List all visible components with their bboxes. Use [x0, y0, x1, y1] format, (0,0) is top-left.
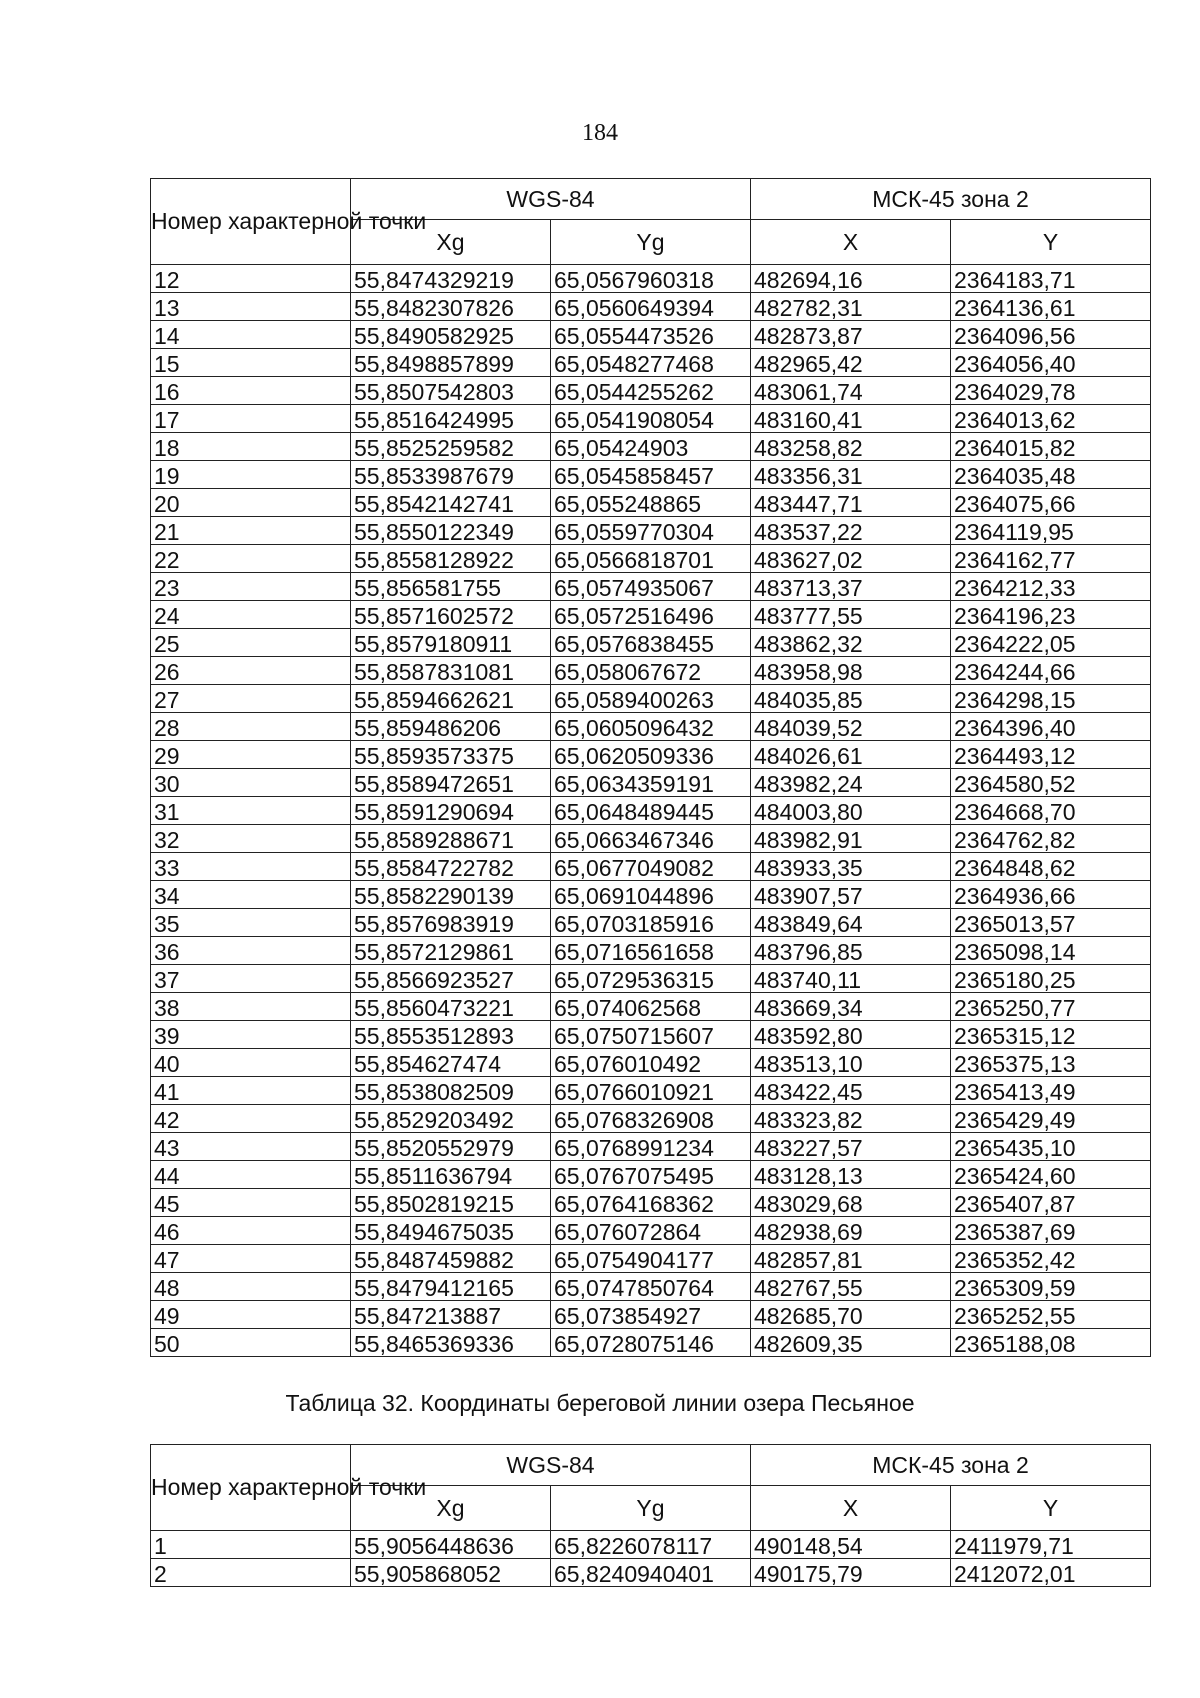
cell-yg: 65,0560649394: [551, 293, 751, 321]
cell-y: 2364212,33: [951, 573, 1151, 601]
table-row: [151, 1105, 1151, 1133]
cell-yg: 65,076010492: [551, 1049, 751, 1077]
cell-xg: 55,8587831081: [351, 657, 551, 685]
cell-yg: 65,0589400263: [551, 685, 751, 713]
cell-yg: 65,0576838455: [551, 629, 751, 657]
cell-point-number: 44: [151, 1161, 351, 1189]
table-row: [151, 881, 1151, 909]
cell-x: 482694,16: [751, 265, 951, 293]
table-row: [151, 1021, 1151, 1049]
cell-x: 484003,80: [751, 797, 951, 825]
cell-y: 2365387,69: [951, 1217, 1151, 1245]
cell-point-number: 12: [151, 265, 351, 293]
cell-xg: 55,854627474: [351, 1049, 551, 1077]
cell-x: 482685,70: [751, 1301, 951, 1329]
cell-point-number: 24: [151, 601, 351, 629]
cell-xg: 55,8579180911: [351, 629, 551, 657]
cell-point-number: 48: [151, 1273, 351, 1301]
cell-y: 2364013,62: [951, 405, 1151, 433]
cell-yg: 65,0634359191: [551, 769, 751, 797]
cell-xg: 55,8550122349: [351, 517, 551, 545]
cell-point-number: 25: [151, 629, 351, 657]
cell-yg: 65,0648489445: [551, 797, 751, 825]
cell-x: 482965,42: [751, 349, 951, 377]
cell-x: 483356,31: [751, 461, 951, 489]
header-xg: Xg: [351, 220, 551, 265]
cell-xg: 55,8582290139: [351, 881, 551, 909]
cell-y: 2365352,42: [951, 1245, 1151, 1273]
table-row: [151, 405, 1151, 433]
cell-yg: 65,0663467346: [551, 825, 751, 853]
cell-point-number: 33: [151, 853, 351, 881]
shoreline-coordinates-table: [150, 1444, 1151, 1587]
cell-yg: 65,8226078117: [551, 1531, 751, 1559]
cell-point-number: 34: [151, 881, 351, 909]
cell-point-number: 47: [151, 1245, 351, 1273]
cell-x: 482782,31: [751, 293, 951, 321]
table-row: [151, 1273, 1151, 1301]
cell-yg: 65,076072864: [551, 1217, 751, 1245]
cell-y: 2365252,55: [951, 1301, 1151, 1329]
cell-yg: 65,0750715607: [551, 1021, 751, 1049]
cell-x: 482857,81: [751, 1245, 951, 1273]
table-row: [151, 937, 1151, 965]
cell-point-number: 19: [151, 461, 351, 489]
cell-y: 2365315,12: [951, 1021, 1151, 1049]
cell-x: 483740,11: [751, 965, 951, 993]
cell-yg: 65,0567960318: [551, 265, 751, 293]
cell-y: 2364848,62: [951, 853, 1151, 881]
cell-y: 2364162,77: [951, 545, 1151, 573]
cell-xg: 55,8507542803: [351, 377, 551, 405]
cell-xg: 55,8533987679: [351, 461, 551, 489]
cell-y: 2411979,71: [951, 1531, 1151, 1559]
cell-x: 483849,64: [751, 909, 951, 937]
cell-yg: 65,074062568: [551, 993, 751, 1021]
cell-y: 2364493,12: [951, 741, 1151, 769]
cell-x: 483227,57: [751, 1133, 951, 1161]
cell-xg: 55,8572129861: [351, 937, 551, 965]
table-row: [151, 377, 1151, 405]
cell-xg: 55,8558128922: [351, 545, 551, 573]
cell-xg: 55,8591290694: [351, 797, 551, 825]
cell-x: 482767,55: [751, 1273, 951, 1301]
cell-x: 483160,41: [751, 405, 951, 433]
cell-point-number: 40: [151, 1049, 351, 1077]
cell-yg: 65,0559770304: [551, 517, 751, 545]
cell-yg: 65,0766010921: [551, 1077, 751, 1105]
cell-y: 2364183,71: [951, 265, 1151, 293]
cell-point-number: 41: [151, 1077, 351, 1105]
cell-xg: 55,8571602572: [351, 601, 551, 629]
cell-y: 2365413,49: [951, 1077, 1151, 1105]
cell-y: 2365188,08: [951, 1329, 1151, 1357]
cell-yg: 65,0729536315: [551, 965, 751, 993]
cell-x: 483447,71: [751, 489, 951, 517]
table-row: [151, 825, 1151, 853]
cell-x: 483323,82: [751, 1105, 951, 1133]
cell-xg: 55,8520552979: [351, 1133, 551, 1161]
table-row: [151, 713, 1151, 741]
cell-xg: 55,8498857899: [351, 349, 551, 377]
table-row: [151, 573, 1151, 601]
cell-x: 490148,54: [751, 1531, 951, 1559]
table-row: [151, 1049, 1151, 1077]
header-y: Y: [951, 220, 1151, 265]
cell-xg: 55,8560473221: [351, 993, 551, 1021]
header-msk45: МСК-45 зона 2: [751, 1445, 1151, 1486]
table-row: [151, 1161, 1151, 1189]
cell-x: 483422,45: [751, 1077, 951, 1105]
cell-x: 483982,24: [751, 769, 951, 797]
cell-point-number: 37: [151, 965, 351, 993]
cell-yg: 65,0703185916: [551, 909, 751, 937]
table-row: [151, 769, 1151, 797]
cell-point-number: 2: [151, 1559, 351, 1587]
cell-x: 483669,34: [751, 993, 951, 1021]
cell-point-number: 36: [151, 937, 351, 965]
cell-x: 483513,10: [751, 1049, 951, 1077]
cell-x: 484039,52: [751, 713, 951, 741]
cell-y: 2364056,40: [951, 349, 1151, 377]
header-y: Y: [951, 1486, 1151, 1531]
cell-yg: 65,0677049082: [551, 853, 751, 881]
table-row: [151, 601, 1151, 629]
cell-yg: 65,0541908054: [551, 405, 751, 433]
cell-point-number: 49: [151, 1301, 351, 1329]
cell-y: 2364015,82: [951, 433, 1151, 461]
header-point-number: Номер характерной точки: [151, 179, 351, 265]
cell-x: 484035,85: [751, 685, 951, 713]
cell-yg: 65,0716561658: [551, 937, 751, 965]
cell-x: 483982,91: [751, 825, 951, 853]
table-row: [151, 853, 1151, 881]
cell-y: 2364298,15: [951, 685, 1151, 713]
cell-y: 2365098,14: [951, 937, 1151, 965]
cell-xg: 55,8511636794: [351, 1161, 551, 1189]
cell-xg: 55,8529203492: [351, 1105, 551, 1133]
cell-xg: 55,8566923527: [351, 965, 551, 993]
cell-point-number: 50: [151, 1329, 351, 1357]
cell-point-number: 28: [151, 713, 351, 741]
table-row: [151, 545, 1151, 573]
cell-point-number: 38: [151, 993, 351, 1021]
cell-point-number: 1: [151, 1531, 351, 1559]
cell-xg: 55,8479412165: [351, 1273, 551, 1301]
cell-y: 2364244,66: [951, 657, 1151, 685]
cell-point-number: 35: [151, 909, 351, 937]
table-row: [151, 349, 1151, 377]
cell-point-number: 16: [151, 377, 351, 405]
header-yg: Yg: [551, 1486, 751, 1531]
cell-x: 483958,98: [751, 657, 951, 685]
cell-xg: 55,8494675035: [351, 1217, 551, 1245]
cell-point-number: 26: [151, 657, 351, 685]
header-wgs84: WGS-84: [351, 179, 751, 220]
cell-y: 2364136,61: [951, 293, 1151, 321]
cell-xg: 55,9056448636: [351, 1531, 551, 1559]
cell-xg: 55,8474329219: [351, 265, 551, 293]
table-row: [151, 1189, 1151, 1217]
cell-x: 483796,85: [751, 937, 951, 965]
cell-yg: 65,0768326908: [551, 1105, 751, 1133]
cell-xg: 55,8589288671: [351, 825, 551, 853]
cell-xg: 55,856581755: [351, 573, 551, 601]
cell-yg: 65,0767075495: [551, 1161, 751, 1189]
cell-yg: 65,0728075146: [551, 1329, 751, 1357]
cell-x: 483627,02: [751, 545, 951, 573]
cell-point-number: 45: [151, 1189, 351, 1217]
cell-yg: 65,0566818701: [551, 545, 751, 573]
table-row: [151, 909, 1151, 937]
cell-xg: 55,8538082509: [351, 1077, 551, 1105]
table-row: [151, 321, 1151, 349]
cell-point-number: 39: [151, 1021, 351, 1049]
cell-yg: 65,8240940401: [551, 1559, 751, 1587]
cell-xg: 55,8490582925: [351, 321, 551, 349]
cell-yg: 65,0574935067: [551, 573, 751, 601]
cell-point-number: 20: [151, 489, 351, 517]
cell-xg: 55,8487459882: [351, 1245, 551, 1273]
cell-xg: 55,8594662621: [351, 685, 551, 713]
table-row: [151, 1329, 1151, 1357]
cell-xg: 55,8516424995: [351, 405, 551, 433]
cell-y: 2365407,87: [951, 1189, 1151, 1217]
cell-y: 2365013,57: [951, 909, 1151, 937]
page-number: 184: [582, 120, 618, 146]
cell-point-number: 42: [151, 1105, 351, 1133]
table-row: [151, 1133, 1151, 1161]
table-row: [151, 965, 1151, 993]
cell-xg: 55,859486206: [351, 713, 551, 741]
header-x: X: [751, 1486, 951, 1531]
cell-x: 483713,37: [751, 573, 951, 601]
cell-yg: 65,073854927: [551, 1301, 751, 1329]
cell-x: 483933,35: [751, 853, 951, 881]
cell-yg: 65,0691044896: [551, 881, 751, 909]
cell-x: 483061,74: [751, 377, 951, 405]
cell-yg: 65,0572516496: [551, 601, 751, 629]
cell-point-number: 43: [151, 1133, 351, 1161]
cell-point-number: 31: [151, 797, 351, 825]
cell-yg: 65,058067672: [551, 657, 751, 685]
table-row: [151, 741, 1151, 769]
cell-point-number: 27: [151, 685, 351, 713]
header-xg: Xg: [351, 1486, 551, 1531]
cell-point-number: 29: [151, 741, 351, 769]
cell-y: 2364936,66: [951, 881, 1151, 909]
cell-xg: 55,8576983919: [351, 909, 551, 937]
cell-x: 484026,61: [751, 741, 951, 769]
cell-xg: 55,8584722782: [351, 853, 551, 881]
cell-y: 2412072,01: [951, 1559, 1151, 1587]
cell-y: 2364029,78: [951, 377, 1151, 405]
cell-point-number: 15: [151, 349, 351, 377]
table-row: [151, 293, 1151, 321]
cell-xg: 55,8482307826: [351, 293, 551, 321]
cell-yg: 65,0545858457: [551, 461, 751, 489]
cell-y: 2364119,95: [951, 517, 1151, 545]
cell-point-number: 32: [151, 825, 351, 853]
cell-y: 2365424,60: [951, 1161, 1151, 1189]
cell-point-number: 23: [151, 573, 351, 601]
table-caption: Таблица 32. Координаты береговой линии озера Песьяное: [285, 1390, 915, 1416]
cell-x: 483777,55: [751, 601, 951, 629]
cell-yg: 65,05424903: [551, 433, 751, 461]
table-row: [151, 657, 1151, 685]
cell-y: 2364096,56: [951, 321, 1151, 349]
cell-x: 482609,35: [751, 1329, 951, 1357]
table-row: [151, 993, 1151, 1021]
cell-point-number: 30: [151, 769, 351, 797]
cell-y: 2364668,70: [951, 797, 1151, 825]
header-yg: Yg: [551, 220, 751, 265]
cell-y: 2365180,25: [951, 965, 1151, 993]
cell-xg: 55,905868052: [351, 1559, 551, 1587]
cell-yg: 65,0554473526: [551, 321, 751, 349]
cell-x: 483907,57: [751, 881, 951, 909]
cell-yg: 65,0620509336: [551, 741, 751, 769]
cell-y: 2365375,13: [951, 1049, 1151, 1077]
header-point-number: Номер характерной точки: [151, 1445, 351, 1531]
table-row: [151, 1217, 1151, 1245]
cell-x: 483258,82: [751, 433, 951, 461]
table-row: [151, 1531, 1151, 1559]
cell-point-number: 17: [151, 405, 351, 433]
table-row: [151, 265, 1151, 293]
table-row: [151, 1077, 1151, 1105]
cell-y: 2364762,82: [951, 825, 1151, 853]
cell-x: 482938,69: [751, 1217, 951, 1245]
cell-x: 483592,80: [751, 1021, 951, 1049]
header-wgs84: WGS-84: [351, 1445, 751, 1486]
cell-point-number: 13: [151, 293, 351, 321]
cell-x: 483029,68: [751, 1189, 951, 1217]
table-row: [151, 797, 1151, 825]
table-row: [151, 489, 1151, 517]
table-row: [151, 629, 1151, 657]
table-row: [151, 1301, 1151, 1329]
cell-y: 2364222,05: [951, 629, 1151, 657]
header-msk45: МСК-45 зона 2: [751, 179, 1151, 220]
cell-xg: 55,8589472651: [351, 769, 551, 797]
cell-x: 483537,22: [751, 517, 951, 545]
cell-y: 2364075,66: [951, 489, 1151, 517]
cell-yg: 65,0605096432: [551, 713, 751, 741]
cell-y: 2365435,10: [951, 1133, 1151, 1161]
cell-x: 483128,13: [751, 1161, 951, 1189]
table-row: [151, 461, 1151, 489]
cell-point-number: 22: [151, 545, 351, 573]
cell-x: 482873,87: [751, 321, 951, 349]
cell-point-number: 46: [151, 1217, 351, 1245]
table-row: [151, 517, 1151, 545]
cell-yg: 65,0747850764: [551, 1273, 751, 1301]
cell-xg: 55,8502819215: [351, 1189, 551, 1217]
cell-y: 2364396,40: [951, 713, 1151, 741]
cell-point-number: 18: [151, 433, 351, 461]
cell-xg: 55,8542142741: [351, 489, 551, 517]
cell-y: 2365429,49: [951, 1105, 1151, 1133]
cell-xg: 55,8553512893: [351, 1021, 551, 1049]
cell-xg: 55,847213887: [351, 1301, 551, 1329]
cell-y: 2364035,48: [951, 461, 1151, 489]
cell-xg: 55,8593573375: [351, 741, 551, 769]
cell-xg: 55,8465369336: [351, 1329, 551, 1357]
cell-xg: 55,8525259582: [351, 433, 551, 461]
cell-y: 2365250,77: [951, 993, 1151, 1021]
cell-yg: 65,0544255262: [551, 377, 751, 405]
cell-y: 2365309,59: [951, 1273, 1151, 1301]
cell-yg: 65,0548277468: [551, 349, 751, 377]
table-row: [151, 433, 1151, 461]
cell-point-number: 21: [151, 517, 351, 545]
cell-yg: 65,0754904177: [551, 1245, 751, 1273]
coordinates-table: [150, 178, 1151, 1357]
cell-y: 2364196,23: [951, 601, 1151, 629]
header-x: X: [751, 220, 951, 265]
cell-yg: 65,055248865: [551, 489, 751, 517]
cell-y: 2364580,52: [951, 769, 1151, 797]
table-row: [151, 685, 1151, 713]
cell-x: 483862,32: [751, 629, 951, 657]
table-row: [151, 1559, 1151, 1587]
cell-yg: 65,0764168362: [551, 1189, 751, 1217]
cell-yg: 65,0768991234: [551, 1133, 751, 1161]
cell-point-number: 14: [151, 321, 351, 349]
table-row: [151, 1245, 1151, 1273]
cell-x: 490175,79: [751, 1559, 951, 1587]
